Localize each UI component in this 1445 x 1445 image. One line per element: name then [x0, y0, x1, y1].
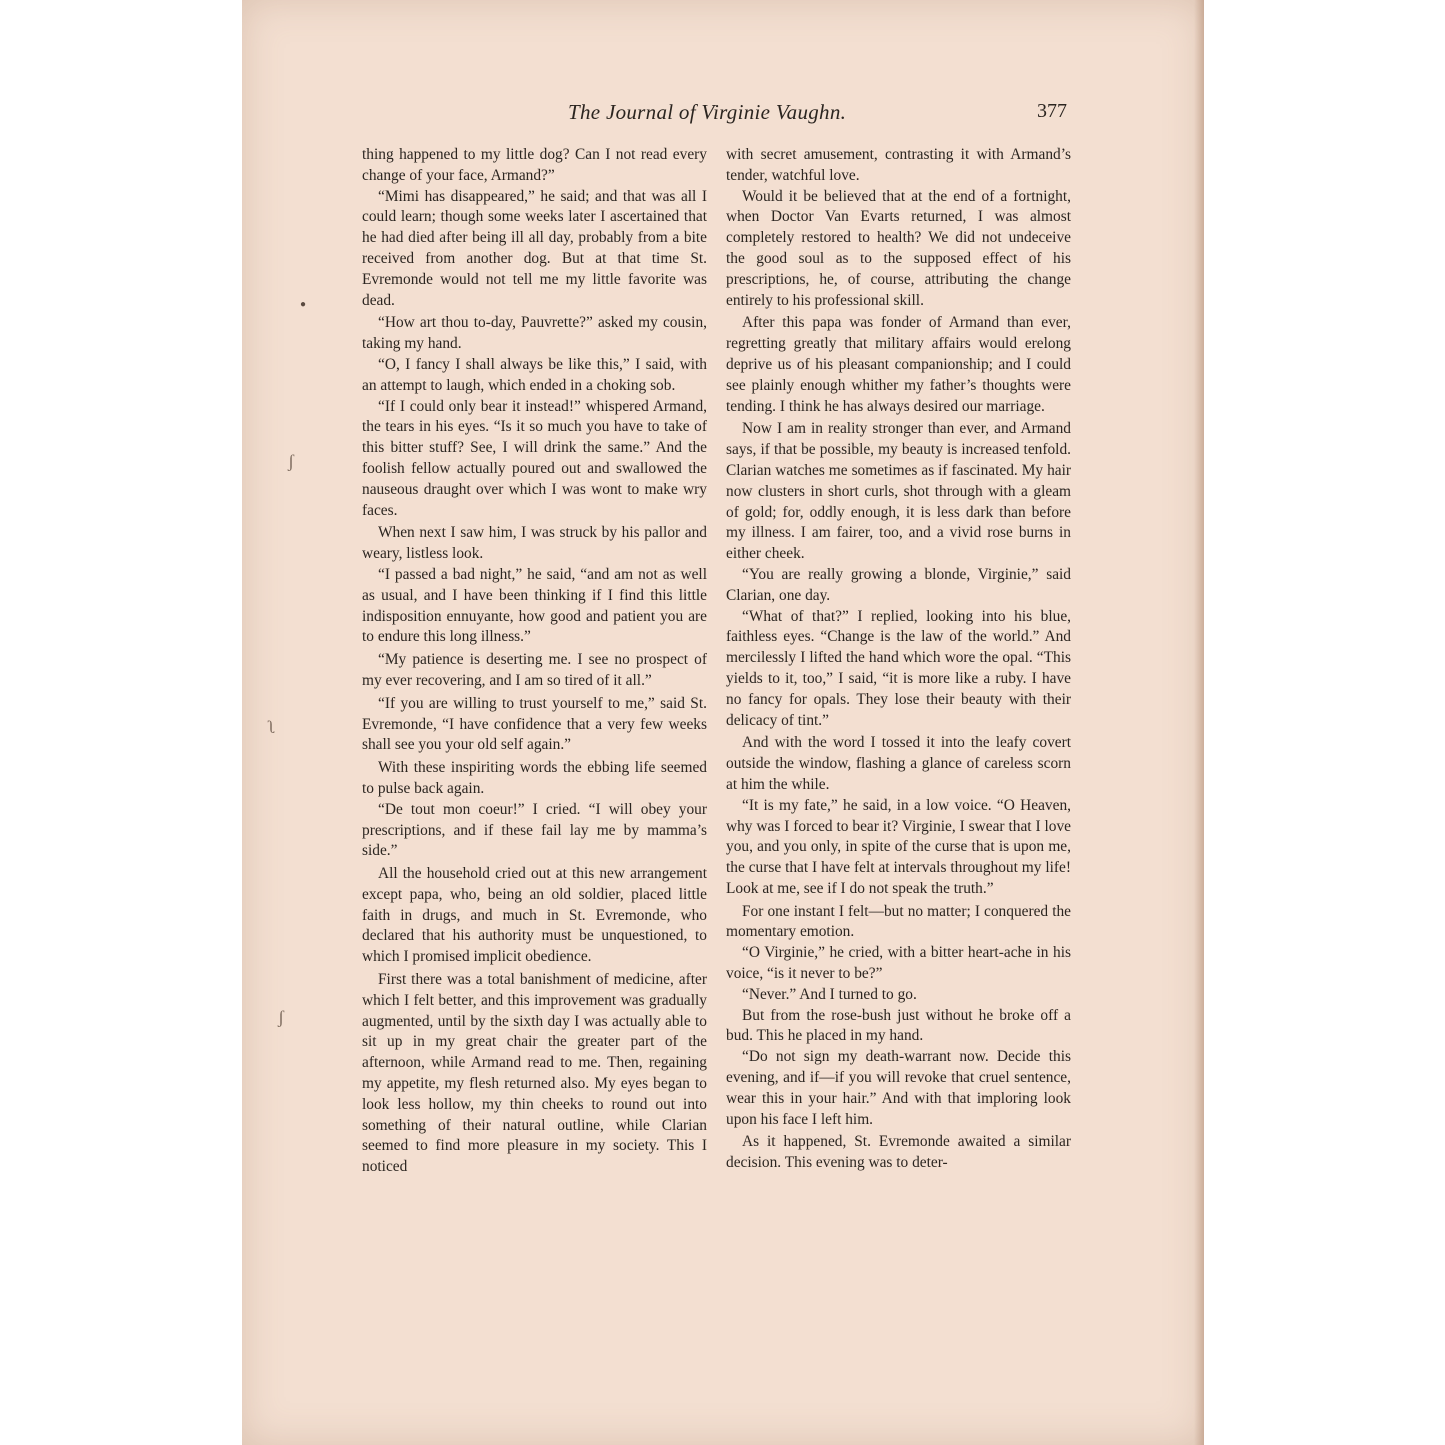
paragraph: “How art thou to-day, Pauvrette?” asked my cousin, taking my hand. — [362, 314, 707, 353]
paper-nick-mark: ʃ — [288, 451, 294, 471]
paragraph: “If I could only bear it instead!” whispered Armand, the tears in his eyes. “Is it so much you have to take of this bitter stuff? See, I will drink the same.” And the foolish fellow actually poured out and swallowed the nauseous draught over which I was wont to make wry faces. — [362, 397, 707, 519]
paper-nick-mark: ʃ — [278, 1007, 284, 1027]
paragraph: “What of that?” I replied, looking into his blue, faithless eyes. “Change is the law of the world.” And mercilessly I lifted the hand which wore the opal. “This yields to it, too,” I said, “it is more like a ruby. I have no fancy for opals. They lose their beauty with their delicacy of tint.” — [726, 607, 1071, 729]
paragraph: “Mimi has disappeared,” he said; and that was all I could learn; though some weeks later I ascertained that he had died after being ill all day, probably from a bite received from another dog. But at that time St. Evremonde would not tell me my little favorite was dead. — [362, 187, 707, 309]
paragraph: For one instant I felt—but no matter; I conquered the momentary emotion. — [726, 902, 1071, 941]
paragraph: “You are really growing a blonde, Virginie,” said Clarian, one day. — [726, 565, 1071, 604]
paragraph: When next I saw him, I was struck by his pallor and weary, listless look. — [362, 524, 707, 563]
paragraph: with secret amusement, contrasting it with Armand’s tender, watchful love. — [726, 146, 1071, 184]
paragraph: Now I am in reality stronger than ever, and Armand says, if that be possible, my beauty is increased tenfold. Clarian watches me sometimes as if fascinated. My hair now clusters in short curls, shot through with a gleam of gold; for, oddly enough, it is less dark than before my illness. I am fairer, too, and a vivid rose burns in either cheek. — [726, 420, 1071, 563]
paragraph: thing happened to my little dog? Can I not read every change of your face, Armand?” — [362, 146, 707, 184]
paragraph: “Do not sign my death-warrant now. Decide this evening, and if—if you will revoke that cruel sentence, wear this in your hair.” And with that imploring look upon his face I left him. — [726, 1048, 1071, 1128]
paragraph: First there was a total banishment of medicine, after which I felt better, and this improvement was gradually augmented, until by the sixth day I was actually able to sit up in my great chair the greater part of the afternoon, while Armand read to me. Then, regaining my appetite, my flesh returned also. My eyes began to look less hollow, my thin cheeks to round out into something of their natural outline, while Clarian seemed to find more pleasure in my society. This I noticed — [362, 971, 707, 1176]
ink-dot-mark: ● — [300, 299, 307, 310]
right-text-column — [726, 145, 1071, 1174]
paragraph: “Never.” And I turned to go. — [742, 985, 917, 1003]
paragraph: “If you are willing to trust yourself to me,” said St. Evremonde, “I have confidence that a very few weeks shall see you your old self again.” — [362, 694, 707, 754]
paragraph: “My patience is deserting me. I see no prospect of my ever recovering, and I am so tired of it all.” — [362, 651, 707, 689]
page-header — [242, 98, 1204, 128]
paragraph: As it happened, St. Evremonde awaited a similar decision. This evening was to deter- — [726, 1133, 1071, 1172]
paragraph: “It is my fate,” he said, in a low voice. “O Heaven, why was I forced to bear it? Virginie, I swear that I love you, and you only, in spite of the curse that is upon me, the curse that I have felt at intervals throughout my life! Look at me, see if I do not speak the truth.” — [726, 796, 1071, 897]
book-page — [242, 0, 1204, 1445]
paragraph: All the household cried out at this new arrangement except papa, who, being an old soldier, placed little faith in drugs, and much in St. Evremonde, who declared that his authority must be unquestioned, to which I promised implicit obedience. — [362, 865, 707, 966]
paragraph: With these inspiriting words the ebbing life seemed to pulse back again. — [362, 759, 707, 797]
paragraph: And with the word I tossed it into the leafy covert outside the window, flashing a glance of careless scorn at him the while. — [726, 734, 1071, 793]
paragraph: After this papa was fonder of Armand than ever, regretting greatly that military affairs would erelong deprive us of his pleasant companionship; and I could see plainly enough whither my father’s thoughts were tending. I think he has always desired our marriage. — [726, 314, 1071, 415]
running-title: The Journal of Virginie Vaughn. — [568, 100, 847, 124]
paragraph: But from the rose-bush just without he broke off a bud. This he placed in my hand. — [726, 1006, 1071, 1045]
paper-nick-mark: ʅ — [268, 717, 276, 737]
paragraph: “O, I fancy I shall always be like this,” I said, with an attempt to laugh, which ended in a choking sob. — [362, 355, 707, 394]
paragraph: “O Virginie,” he cried, with a bitter heart-ache in his voice, “is it never to be?” — [726, 944, 1071, 983]
paragraph: “De tout mon coeur!” I cried. “I will obey your prescriptions, and if these fail lay me by mamma’s side.” — [362, 800, 707, 860]
left-text-column — [362, 145, 707, 1178]
page-number: 377 — [1037, 100, 1067, 122]
paragraph: Would it be believed that at the end of a fortnight, when Doctor Van Evarts returned, I was almost completely restored to health? We did not undeceive the good soul as to the supposed effect of his prescriptions, he, of course, attributing the change entirely to his professional skill. — [726, 187, 1071, 309]
paragraph: “I passed a bad night,” he said, “and am not as well as usual, and I have been thinking if I find this little indisposition ennuyante, how good and patient you are to endure this long illness.” — [362, 565, 707, 646]
